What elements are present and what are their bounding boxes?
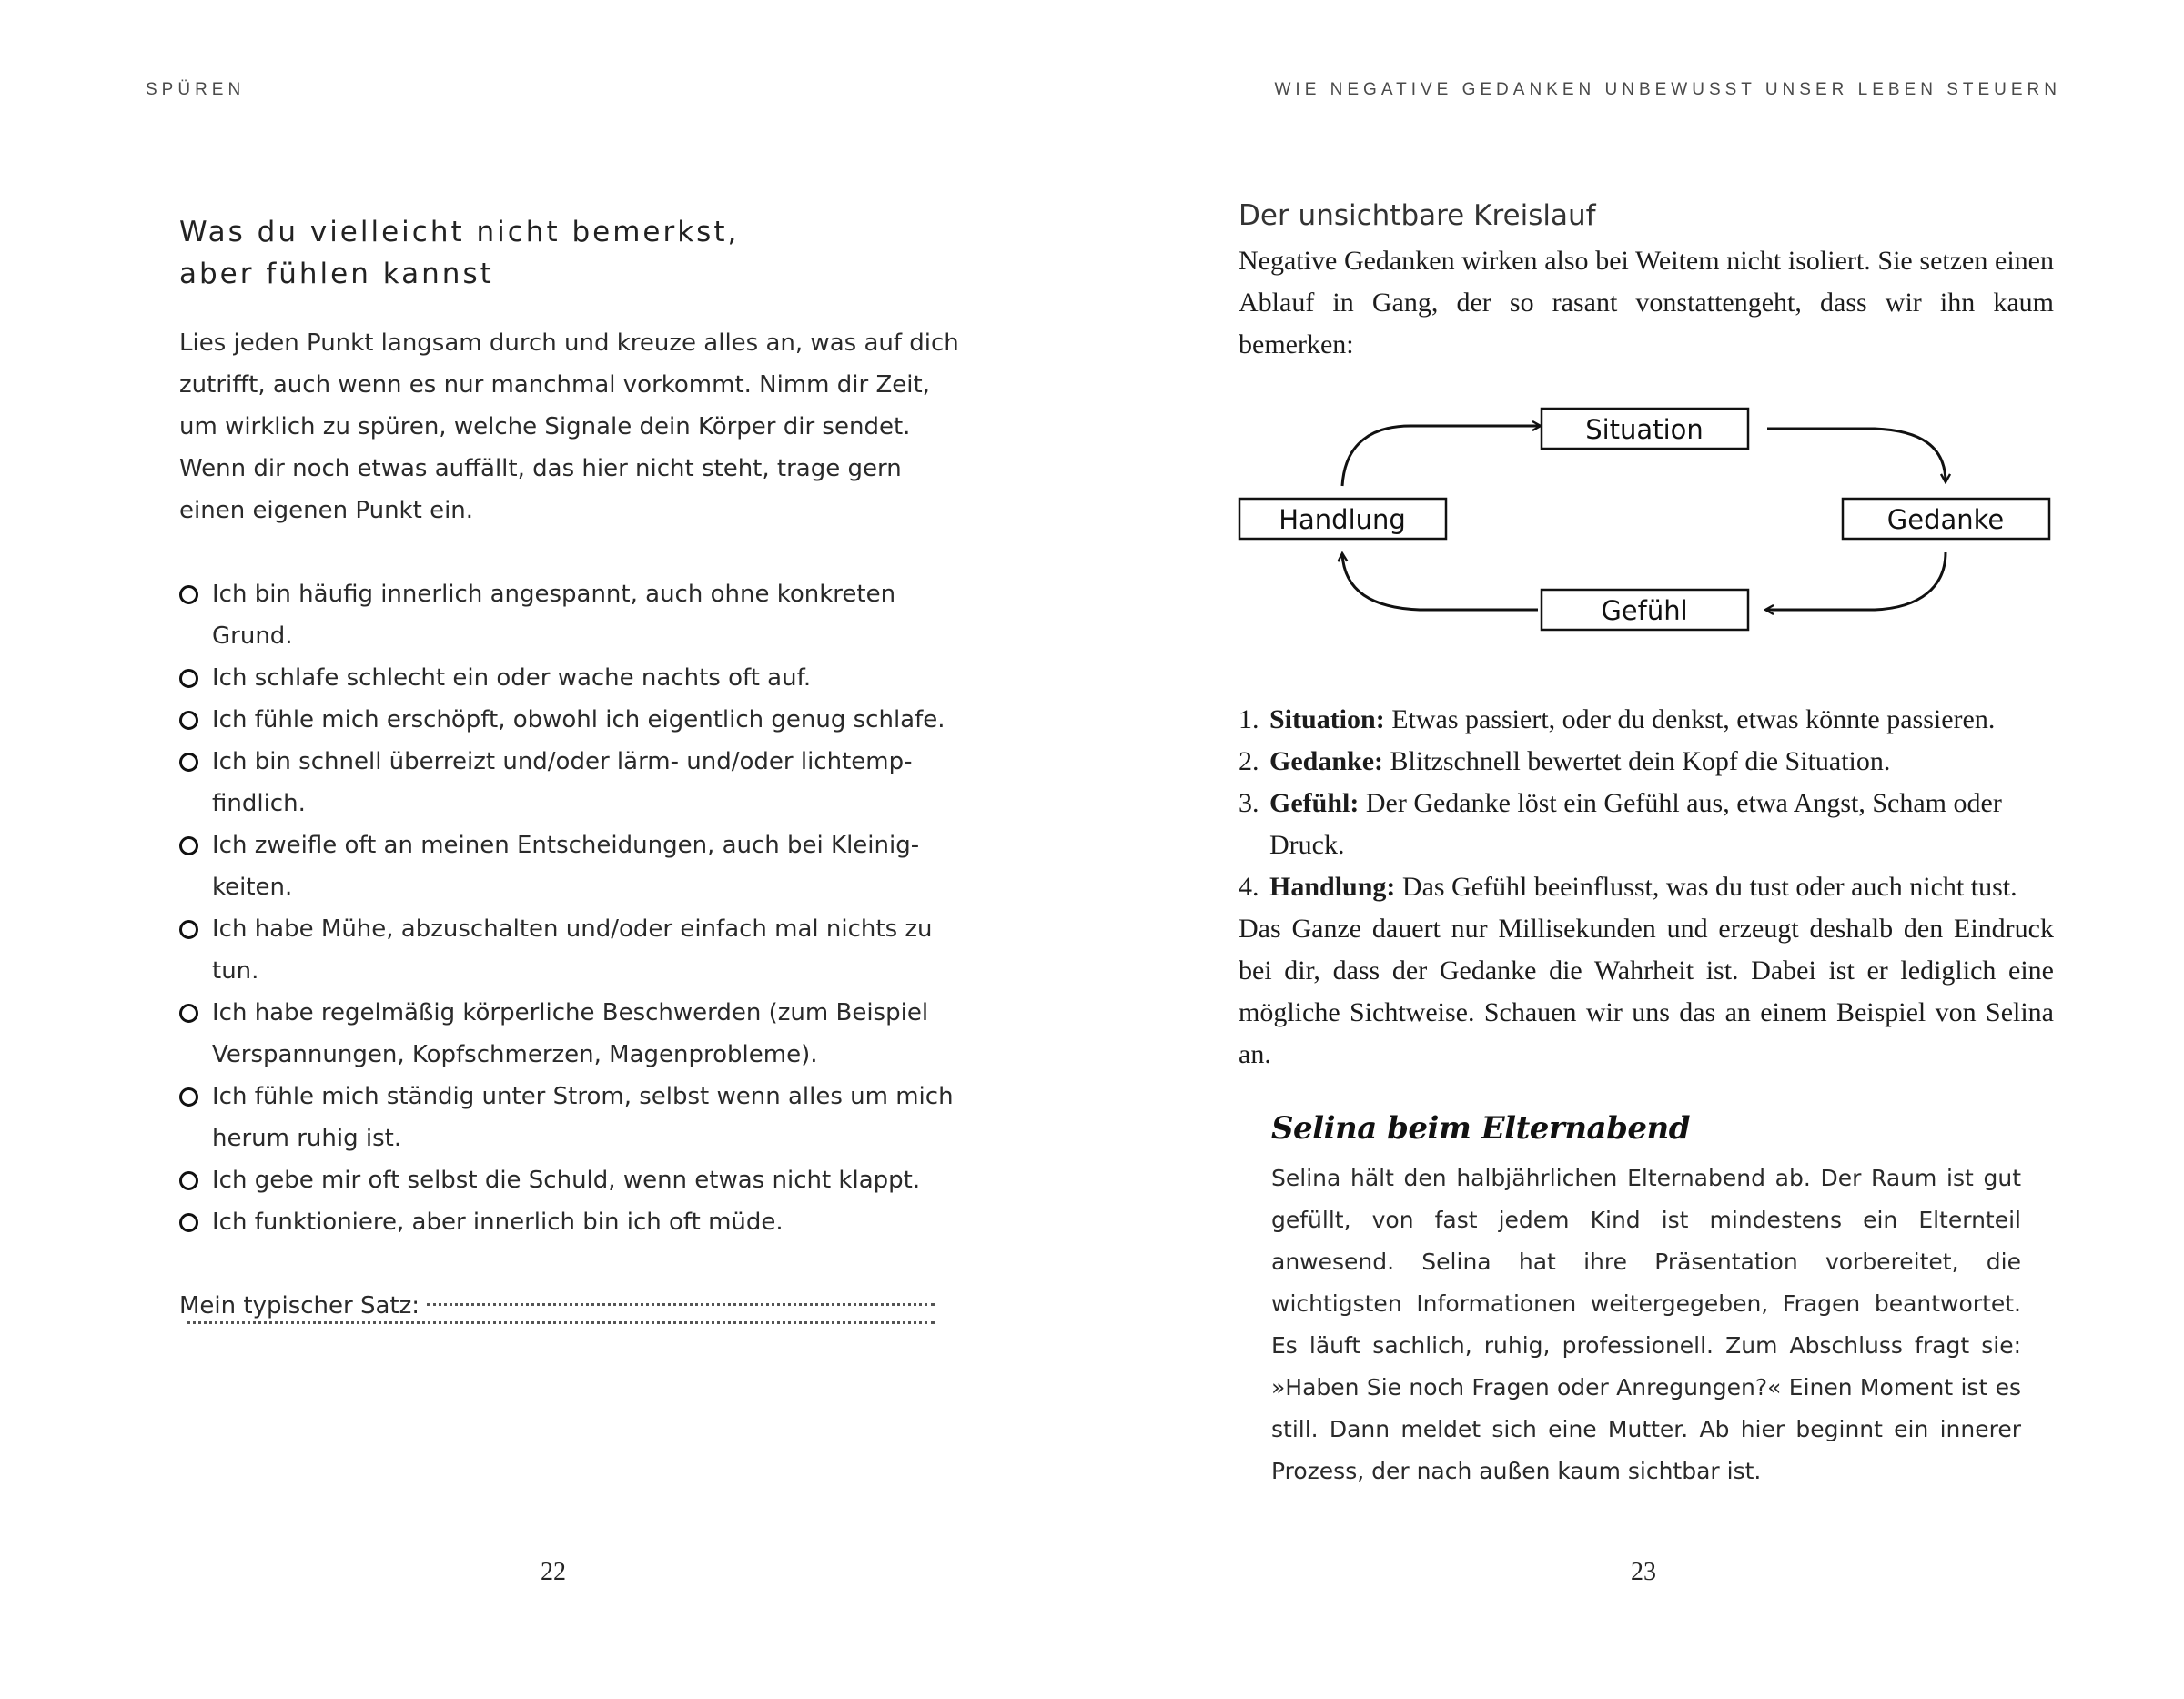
checklist-item-text: Grund.: [212, 622, 293, 650]
step-label: Handlung:: [1269, 872, 1396, 902]
checklist-item-text: Ich gebe mir oft selbst die Schuld, wenn etwas nicht klappt.: [212, 1167, 921, 1194]
checklist-item-text: herum ruhig ist.: [212, 1125, 402, 1152]
intro-line: einen eigenen Punkt ein.: [179, 497, 474, 524]
checklist-item-text: Verspannungen, Kopfschmerzen, Magenprobleme).: [212, 1041, 818, 1068]
page-number-left: 22: [541, 1558, 566, 1586]
checklist-item[interactable]: [179, 1201, 953, 1243]
arrow-gefuehl-to-handlung: [1342, 553, 1538, 610]
checklist-item[interactable]: [179, 1076, 953, 1159]
diagram-box-gedanke: [1843, 499, 2049, 539]
checkbox-circle-icon[interactable]: [179, 1213, 198, 1232]
section-body: Negative Gedanken wirken also bei Weitem nicht isoliert. Sie setzen einen Ablauf in Gang, der so rasant vonstattengeht, dass wir ihn kaum bemerken:: [1239, 246, 2054, 359]
checkbox-circle-icon[interactable]: [179, 920, 198, 939]
intro-line: um wirklich zu spüren, welche Signale dein Körper dir sendet.: [179, 413, 911, 440]
typical-sentence-field[interactable]: [179, 1283, 935, 1374]
checklist-item[interactable]: [179, 699, 953, 741]
step-text: Etwas passiert, oder du denkst, etwas könnte passieren.: [1384, 704, 1996, 734]
cycle-step: [1239, 783, 2054, 866]
checklist-item-text: Ich bin häufig innerlich angespannt, auch ohne konkreten: [212, 581, 896, 608]
checklist-item-text: Ich fühle mich ständig unter Strom, selbst wenn alles um mich: [212, 1083, 954, 1110]
step-text: Der Gedanke löst ein Gefühl aus, etwa Angst, Scham oder Druck.: [1269, 788, 2002, 860]
checklist-item-text: Ich funktioniere, aber innerlich bin ich oft müde.: [212, 1209, 784, 1236]
checkbox-circle-icon[interactable]: [179, 711, 198, 730]
checklist-item-text: tun.: [212, 957, 259, 985]
checklist-item[interactable]: [179, 741, 953, 824]
checklist-item-text: Ich fühle mich erschöpft, obwohl ich eigentlich genug schlafe.: [212, 706, 945, 733]
exercise-intro: [179, 322, 959, 531]
checklist-item-text: Ich bin schnell überreizt und/oder lärm- und/oder lichtemp-: [212, 748, 913, 775]
checklist-item[interactable]: [179, 824, 953, 908]
checklist-item[interactable]: [179, 1159, 953, 1201]
step-number: 3.: [1239, 788, 1259, 818]
checkbox-circle-icon[interactable]: [179, 585, 198, 604]
checklist-item[interactable]: [179, 573, 953, 657]
intro-line: Wenn dir noch etwas auffällt, das hier nicht steht, trage gern: [179, 455, 902, 482]
checklist-item-text: Ich habe regelmäßig körperliche Beschwerden (zum Beispiel: [212, 999, 929, 1026]
checkbox-circle-icon[interactable]: [179, 1171, 198, 1190]
checklist-item-text: Ich schlafe schlecht ein oder wache nachts oft auf.: [212, 664, 812, 692]
fill-in-line[interactable]: [427, 1303, 935, 1306]
page-number-right: 23: [1631, 1558, 1656, 1586]
step-text: Das Gefühl beeinflusst, was du tust oder auch nicht tust.: [1395, 872, 2017, 902]
checklist-item-text: Ich habe Mühe, abzuschalten und/oder einfach mal nichts zu: [212, 915, 933, 943]
checkbox-circle-icon[interactable]: [179, 1087, 198, 1107]
step-text: Blitzschnell bewertet dein Kopf die Situation.: [1383, 746, 1891, 776]
checklist-item-text: Ich zweifle oft an meinen Entscheidungen, auch bei Kleinig-: [212, 832, 920, 859]
running-header-left: SPÜREN: [146, 80, 246, 99]
diagram-label-situation: Situation: [1585, 414, 1704, 445]
diagram-label-gefuehl: Gefühl: [1601, 595, 1688, 626]
fill-in-line[interactable]: [187, 1321, 935, 1324]
story-text: Selina hält den halbjährlichen Elternabend ab. Der Raum ist gut gefüllt, von fast jedem Kind ist mindestens ein Elternteil anwesend. Selina hat ihre Präsentation vorbereitet, die wichtigsten Informationen weitergegeben, Fragen beantwortet. Es läuft sachlich, ruhig, professionell. Zum Abschluss fragt sie: »Haben Sie noch Fragen oder Anregungen?« Einen Moment ist es still. Dann meldet sich eine Mutter. Ab hier beginnt ein innerer Prozess, der nach außen kaum sichtbar ist.: [1271, 1165, 2021, 1484]
step-label: Situation:: [1269, 704, 1385, 734]
step-label: Gedanke:: [1269, 746, 1384, 776]
checklist-item-text: keiten.: [212, 874, 293, 901]
diagram-box-handlung: [1239, 499, 1446, 539]
diagram-box-gefuehl: [1542, 590, 1748, 630]
checklist-item[interactable]: [179, 657, 953, 699]
checkbox-circle-icon[interactable]: [179, 1004, 198, 1023]
checkbox-circle-icon[interactable]: [179, 836, 198, 855]
step-label: Gefühl:: [1269, 788, 1360, 818]
typical-sentence-label: Mein typischer Satz:: [179, 1292, 420, 1320]
checklist-item[interactable]: [179, 908, 953, 992]
cycle-step: [1239, 699, 2054, 741]
step-number: 4.: [1239, 872, 1259, 902]
cycle-summary: Das Ganze dauert nur Millisekunden und erzeugt deshalb den Eindruck bei dir, dass der Gedanke die Wahrheit ist. Dabei ist er lediglich eine mögliche Sichtweise. Schauen wir uns das an einem Beispiel von Selina an.: [1239, 914, 2054, 1069]
exercise-title-line: aber fühlen kannst: [179, 258, 494, 290]
checkbox-circle-icon[interactable]: [179, 753, 198, 772]
exercise-title-line: Was du vielleicht nicht bemerkst,: [179, 216, 740, 248]
diagram-label-handlung: Handlung: [1279, 504, 1406, 535]
checkbox-circle-icon[interactable]: [179, 669, 198, 688]
intro-line: zutrifft, auch wenn es nur manchmal vorkommt. Nimm dir Zeit,: [179, 371, 930, 399]
cycle-step: [1239, 741, 2054, 783]
story-title: Selina beim Elternabend: [1271, 1110, 1690, 1147]
cycle-diagram: [1238, 391, 2057, 646]
step-number: 1.: [1239, 704, 1259, 734]
arrow-handlung-to-situation: [1342, 426, 1541, 486]
arrow-gedanke-to-gefuehl: [1765, 552, 1946, 610]
section-heading: Der unsichtbare Kreislauf: [1239, 199, 1596, 232]
arrow-situation-to-gedanke: [1767, 429, 1946, 482]
step-number: 2.: [1239, 746, 1259, 776]
diagram-box-situation: [1542, 409, 1748, 449]
cycle-step: [1239, 866, 2054, 908]
checklist-item[interactable]: [179, 992, 953, 1076]
intro-line: Lies jeden Punkt langsam durch und kreuze alles an, was auf dich: [179, 329, 959, 357]
checklist-item-text: findlich.: [212, 790, 306, 817]
running-header-right: WIE NEGATIVE GEDANKEN UNBEWUSST UNSER LEBEN STEUERN: [1274, 80, 2061, 99]
diagram-label-gedanke: Gedanke: [1886, 504, 2005, 535]
symptom-checklist: [179, 573, 953, 1243]
cycle-steps-list: [1239, 699, 2054, 1076]
exercise-title: [179, 211, 998, 295]
